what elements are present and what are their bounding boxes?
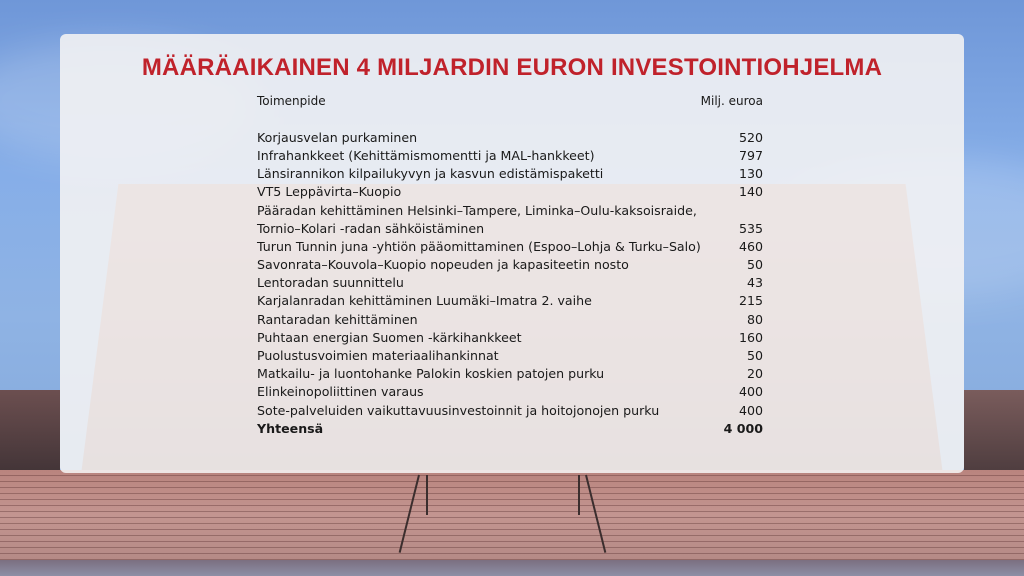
- row-label: Sote-palveluiden vaikuttavuusinvestoinnit ja hoitojonojen purku: [257, 402, 660, 418]
- slide-title: MÄÄRÄAIKAINEN 4 MILJARDIN EURON INVESTOINTIOHJELMA: [141, 54, 883, 81]
- content-panel: [60, 34, 964, 473]
- row-label: Lentoradan suunnittelu: [257, 275, 404, 291]
- row-value: 20: [746, 366, 763, 382]
- row-value: 50: [746, 257, 763, 273]
- table-row: [257, 147, 763, 165]
- table-header: [257, 92, 763, 110]
- table-row: [257, 383, 763, 401]
- table-row: [257, 165, 763, 183]
- table-row: [257, 292, 763, 310]
- row-value: 140: [738, 184, 763, 200]
- row-value: 160: [738, 329, 763, 345]
- row-label: Puhtaan energian Suomen -kärkihankkeet: [257, 329, 522, 345]
- row-value: 797: [738, 147, 763, 163]
- building-wing-right: [964, 390, 1024, 480]
- table-row: [257, 183, 763, 201]
- row-label: Elinkeinopoliittinen varaus: [257, 384, 424, 400]
- row-value: [723, 202, 763, 220]
- row-value: 80: [746, 311, 763, 327]
- table-row: [257, 202, 763, 220]
- table-row: [257, 329, 763, 347]
- handrail-right-post: [578, 475, 580, 515]
- row-value: 535: [738, 220, 763, 236]
- total-label: Yhteensä: [257, 420, 324, 436]
- row-label: Rantaradan kehittäminen: [257, 311, 418, 327]
- row-label: Infrahankkeet (Kehittämismomentti ja MAL-hankkeet): [257, 147, 595, 163]
- row-label: Puolustusvoimien materiaalihankinnat: [257, 348, 499, 364]
- table-row: [257, 220, 763, 238]
- row-label: VT5 Leppävirta–Kuopio: [257, 184, 402, 200]
- investment-table: [257, 92, 763, 438]
- building-wing-left: [0, 390, 60, 480]
- header-measure: Toimenpide: [257, 94, 326, 108]
- row-value: 130: [738, 166, 763, 182]
- row-value: 460: [738, 238, 763, 254]
- row-label: Turun Tunnin juna -yhtiön pääomittaminen (Espoo–Lohja & Turku–Salo): [257, 238, 701, 254]
- stairs: [0, 470, 1024, 560]
- row-value: 400: [738, 402, 763, 418]
- table-row: [257, 129, 763, 147]
- table-row: [257, 347, 763, 365]
- row-label: Pääradan kehittäminen Helsinki–Tampere, Liminka–Oulu-kaksoisraide,: [257, 202, 697, 218]
- table-row: [257, 256, 763, 274]
- row-label: Karjalanradan kehittäminen Luumäki–Imatra 2. vaihe: [257, 293, 592, 309]
- table-row: [257, 274, 763, 292]
- total-value: 4 000: [723, 420, 763, 436]
- row-label: Matkailu- ja luontohanke Palokin koskien patojen purku: [257, 366, 605, 382]
- table-row: [257, 402, 763, 420]
- table-row: [257, 311, 763, 329]
- row-value: 520: [738, 129, 763, 145]
- row-value: 215: [738, 293, 763, 309]
- row-label: Tornio–Kolari -radan sähköistäminen: [257, 220, 485, 236]
- ground-pavement: [0, 560, 1024, 576]
- row-label: Savonrata–Kouvola–Kuopio nopeuden ja kapasiteetin nosto: [257, 257, 629, 273]
- handrail-left-post: [426, 475, 428, 515]
- row-label: Korjausvelan purkaminen: [257, 129, 418, 145]
- row-value: 43: [746, 275, 763, 291]
- table-total-row: [257, 420, 763, 438]
- row-value: 50: [746, 348, 763, 364]
- row-label: Länsirannikon kilpailukyvyn ja kasvun edistämispaketti: [257, 166, 604, 182]
- row-value: 400: [738, 384, 763, 400]
- table-row: [257, 238, 763, 256]
- header-amount: Milj. euroa: [700, 94, 763, 108]
- table-row: [257, 365, 763, 383]
